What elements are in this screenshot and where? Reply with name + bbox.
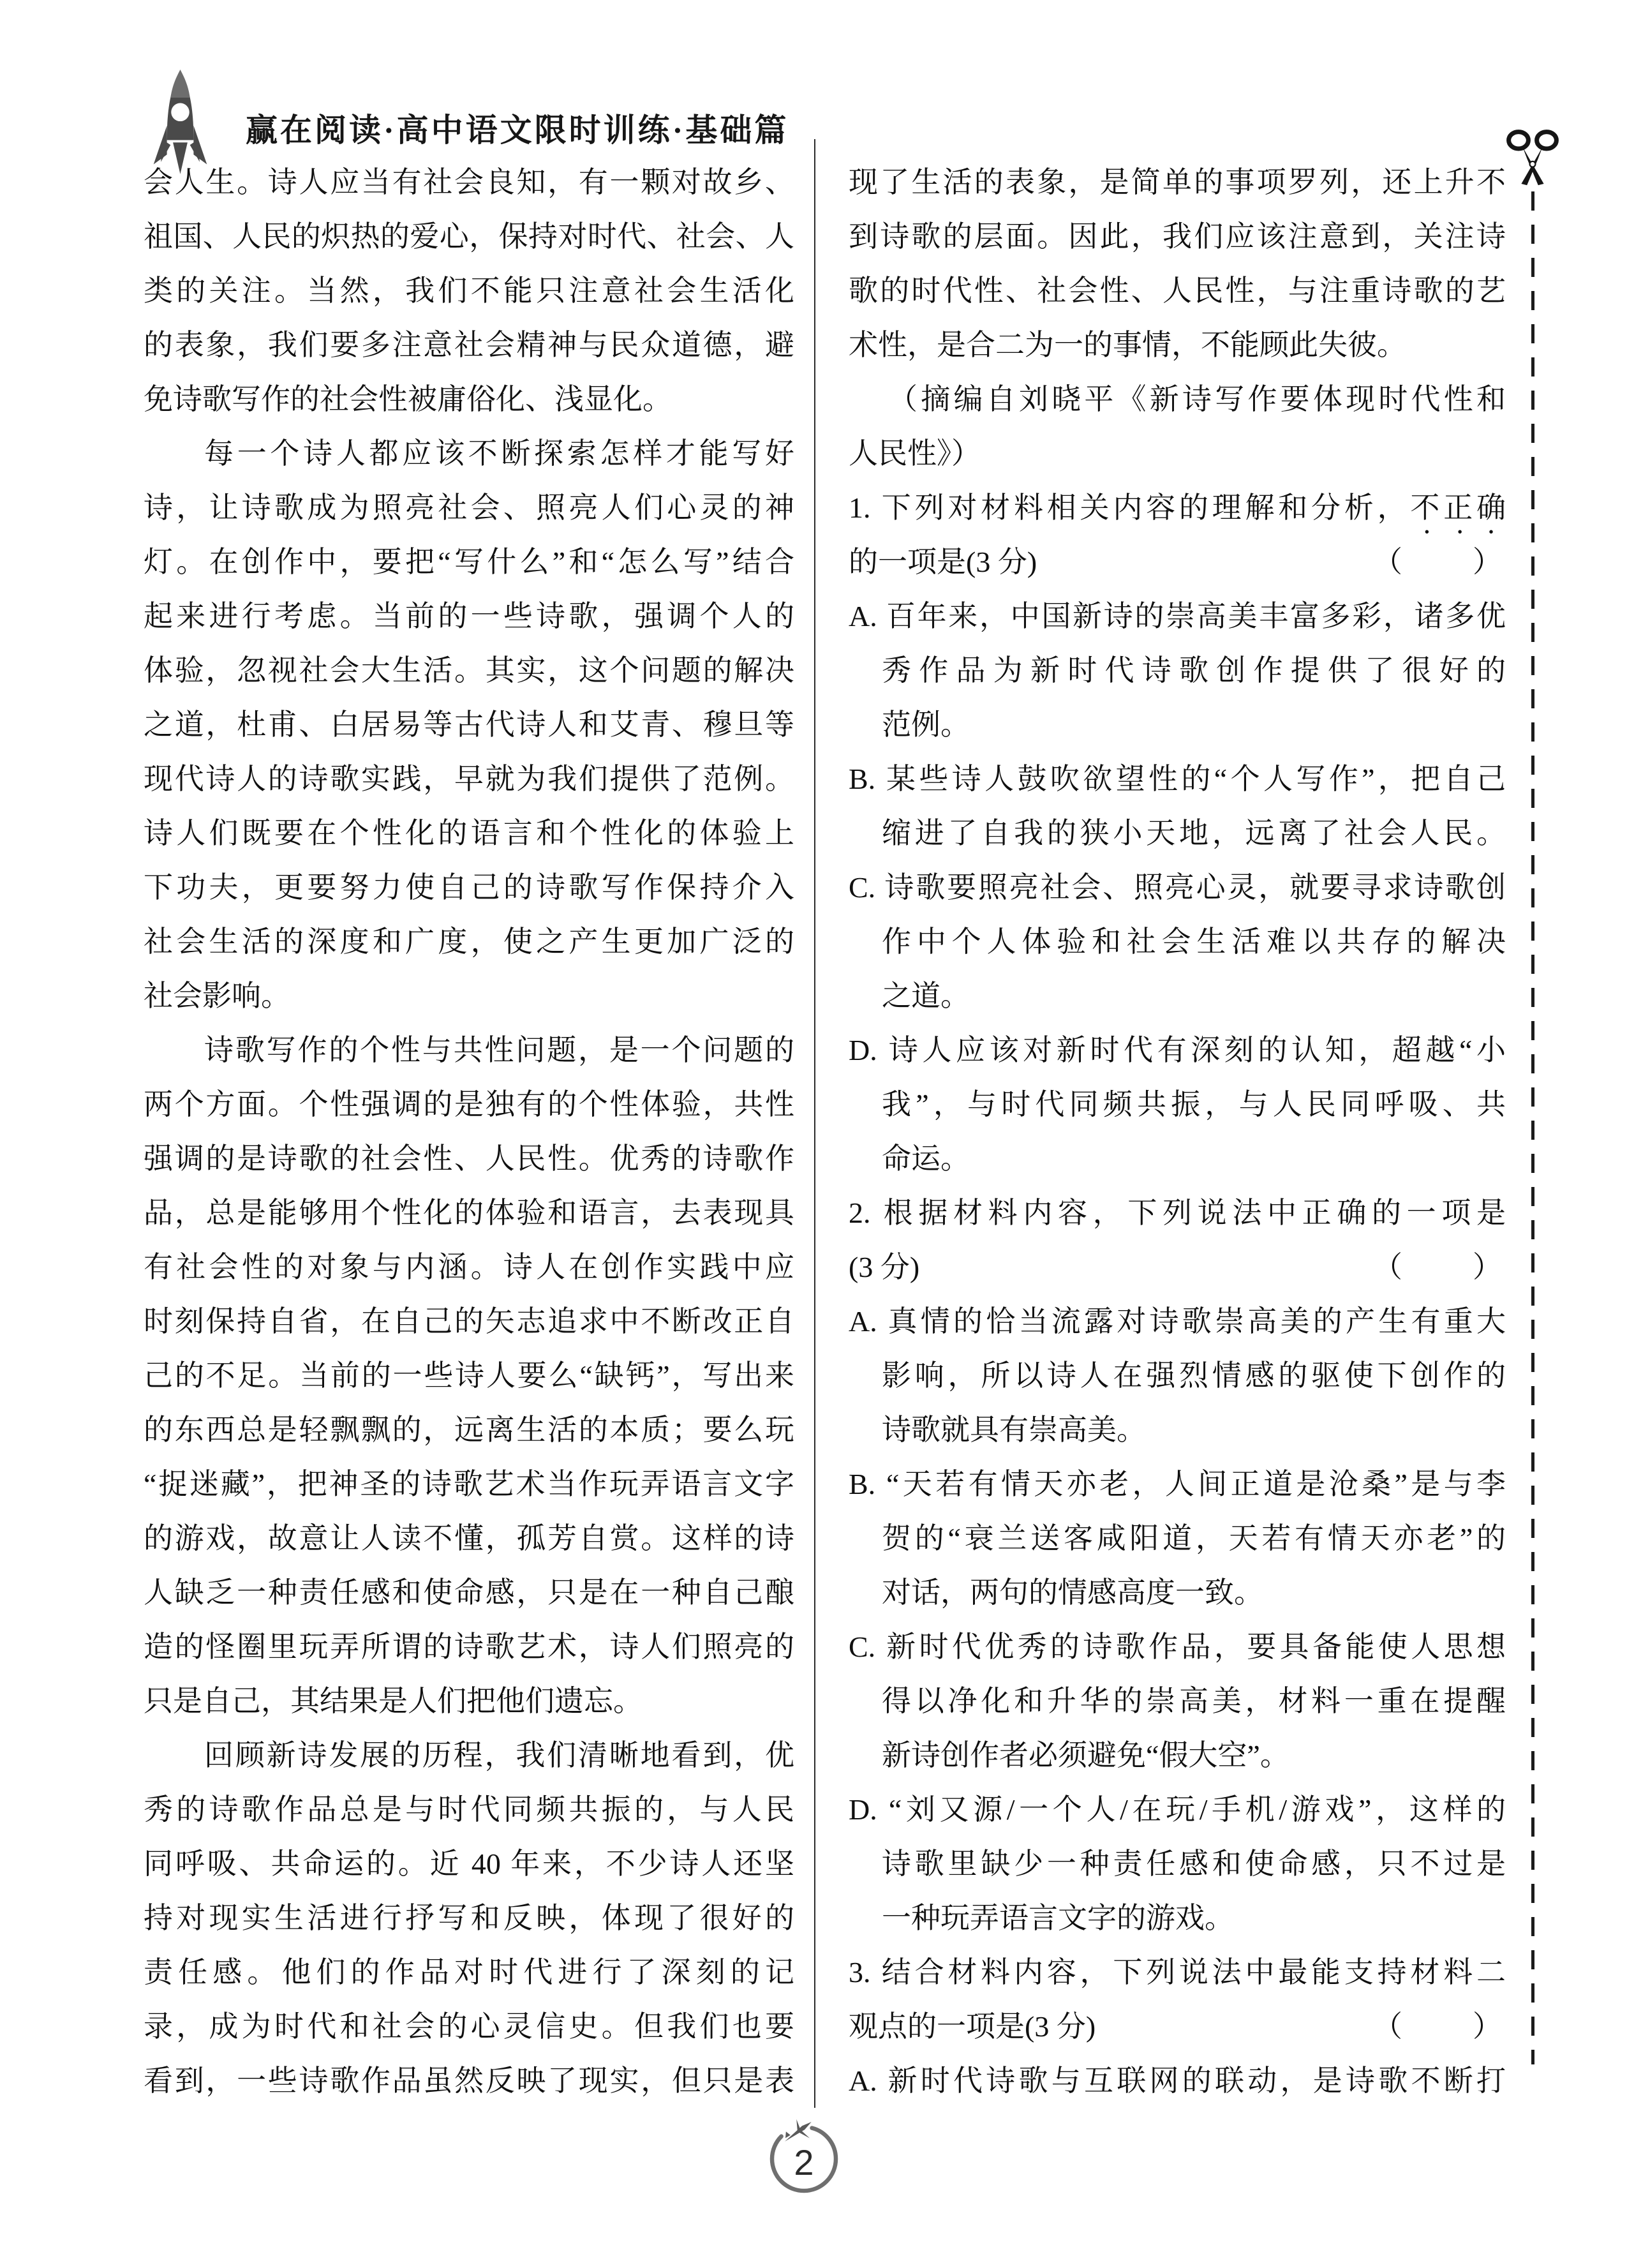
answer-bracket: （ ）: [1373, 2010, 1506, 2043]
text-line: A. 百年来，中国新诗的崇高美丰富多彩，诸多优: [849, 600, 1506, 632]
text-line: 人缺乏一种责任感和使命感，只是在一种自己酿: [144, 1576, 794, 1609]
text-line: 看到，一些诗歌作品虽然反映了现实，但只是表: [144, 2064, 794, 2097]
page-number-badge: [762, 2117, 845, 2200]
text-line: A. 真情的恰当流露对诗歌崇高美的产生有重大: [849, 1305, 1506, 1338]
text-line: C. 诗歌要照亮社会、照亮心灵，就要寻求诗歌创: [849, 871, 1506, 904]
text-line: B. 某些诗人鼓吹欲望性的“个人写作”，把自己: [849, 763, 1506, 795]
text-line: 持对现实生活进行抒写和反映，体现了很好的: [144, 1902, 794, 1934]
text-line: 秀的诗歌作品总是与时代同频共振的，与人民: [144, 1793, 794, 1826]
text-line: 品，总是能够用个性化的体验和语言，去表现具: [144, 1197, 794, 1229]
text-line: 对话，两句的情感高度一致。: [882, 1576, 1263, 1609]
text-line: 贺的“衰兰送客咸阳道，天若有情天亦老”的: [882, 1522, 1506, 1555]
text-line: 社会生活的深度和广度，使之产生更加广泛的: [144, 925, 794, 958]
text-line: 造的怪圈里玩弄所谓的诗歌艺术，诗人们照亮的: [144, 1630, 794, 1663]
text-line: 祖国、人民的炽热的爱心，保持对时代、社会、人: [144, 220, 794, 253]
text-line: 诗，让诗歌成为照亮社会、照亮人们心灵的神: [144, 491, 794, 524]
text-line: 术性，是合二为一的事情，不能顾此失彼。: [849, 329, 1406, 361]
text-line: D. “刘又源/一个人/在玩/手机/游戏”，这样的: [849, 1793, 1506, 1826]
text-line: 的游戏，故意让人读不懂，孤芳自赏。这样的诗: [144, 1522, 794, 1555]
text-line: 人民性》）: [849, 437, 981, 470]
text-line: “捉迷藏”，把神圣的诗歌艺术当作玩弄语言文字: [144, 1468, 794, 1500]
text-line: 责任感。他们的作品对时代进行了深刻的记: [144, 1956, 794, 1988]
text-line: 得以净化和升华的崇高美，材料一重在提醒: [882, 1685, 1506, 1717]
text-line: 诗歌里缺少一种责任感和使命感，只不过是: [882, 1847, 1506, 1880]
emphasized-text: 不正确: [1410, 491, 1506, 524]
text-line: 同呼吸、共命运的。近 40 年来，不少诗人还坚: [144, 1847, 794, 1880]
text-line: 的一项是(3 分) （ ）: [849, 535, 1506, 589]
text-line: 灯。在创作中，要把“写什么”和“怎么写”结合: [144, 546, 794, 578]
text-line: 我”，与时代同频共振，与人民同呼吸、共: [882, 1088, 1506, 1121]
text-line: 只是自己，其结果是人们把他们遗忘。: [144, 1685, 643, 1717]
text-line: 之道。: [882, 980, 970, 1012]
text-line: 社会影响。: [144, 980, 290, 1012]
answer-bracket: （ ）: [1373, 1251, 1506, 1283]
scissors-icon: [1501, 128, 1564, 198]
text-line: 观点的一项是(3 分) （ ）: [849, 1999, 1506, 2054]
text-line: 起来进行考虑。当前的一些诗歌，强调个人的: [144, 600, 794, 632]
text-line: （摘编自刘晓平《新诗写作要体现时代性和: [888, 383, 1506, 415]
text-line: 强调的是诗歌的社会性、人民性。优秀的诗歌作: [144, 1142, 794, 1175]
column-divider: [814, 139, 815, 2108]
text-line: 诗人们既要在个性化的语言和个性化的体验上: [144, 817, 794, 849]
text-line: 现代诗人的诗歌实践，早就为我们提供了范例。: [144, 763, 794, 795]
text-line: 诗歌就具有崇高美。: [882, 1414, 1146, 1446]
text-line: 命运。: [882, 1142, 970, 1175]
text-line: 两个方面。个性强调的是独有的个性体验，共性: [144, 1088, 794, 1121]
text-line: C. 新时代优秀的诗歌作品，要具备能使人思想: [849, 1630, 1506, 1663]
text-line: 诗歌写作的个性与共性问题，是一个问题的: [204, 1034, 794, 1066]
text-line: 缩进了自我的狭小天地，远离了社会人民。: [882, 817, 1506, 849]
text-line: 现了生活的表象，是简单的事项罗列，还上升不: [849, 166, 1506, 198]
answer-bracket: （ ）: [1373, 546, 1506, 578]
text-line: 之道，杜甫、白居易等古代诗人和艾青、穆旦等: [144, 708, 794, 741]
text-line: 到诗歌的层面。因此，我们应该注意到，关注诗: [849, 220, 1506, 253]
text-line: 每一个诗人都应该不断探索怎样才能写好: [204, 437, 794, 470]
header-title: 赢在阅读·高中语文限时训练·基础篇: [246, 112, 789, 148]
text-line: 秀作品为新时代诗歌创作提供了很好的: [882, 654, 1506, 687]
text-line: 的表象，我们要多注意社会精神与民众道德，避: [144, 329, 794, 361]
text-line: 新诗创作者必须避免“假大空”。: [882, 1739, 1289, 1772]
text-line: 录，成为时代和社会的心灵信史。但我们也要: [144, 2010, 794, 2043]
text-line: 类的关注。当然，我们不能只注意社会生活化: [144, 274, 794, 307]
text-line: B. “天若有情天亦老，人间正道是沧桑”是与李: [849, 1468, 1506, 1500]
text-line: 1. 下列对材料相关内容的理解和分析，不正确: [849, 491, 1506, 524]
text-line: 范例。: [882, 708, 970, 741]
text-line: 回顾新诗发展的历程，我们清晰地看到，优: [204, 1739, 794, 1772]
text-line: 作中个人体验和社会生活难以共存的解决: [882, 925, 1506, 958]
text-line: 影响，所以诗人在强烈情感的驱使下创作的: [882, 1359, 1506, 1392]
text-line: 会人生。诗人应当有社会良知，有一颗对故乡、: [144, 166, 794, 198]
text-line: 下功夫，更要努力使自己的诗歌写作保持介入: [144, 871, 794, 904]
text-line: 2. 根据材料内容，下列说法中正确的一项是: [849, 1197, 1506, 1229]
text-line: 歌的时代性、社会性、人民性，与注重诗歌的艺: [849, 274, 1506, 307]
text-line: A. 新时代诗歌与互联网的联动，是诗歌不断打: [849, 2064, 1506, 2097]
cut-line: [1531, 191, 1534, 2064]
text-line: 己的不足。当前的一些诗人要么“缺钙”，写出来: [144, 1359, 794, 1392]
text-line: 免诗歌写作的社会性被庸俗化、浅显化。: [144, 383, 672, 415]
material-text-left-column: [144, 155, 794, 2108]
text-line: 一种玩弄语言文字的游戏。: [882, 1902, 1234, 1934]
text-line: 体验，忽视社会大生活。其实，这个问题的解决: [144, 654, 794, 687]
page-number: 2: [794, 2142, 814, 2182]
text-line: (3 分) （ ）: [849, 1240, 1506, 1294]
text-line: D. 诗人应该对新时代有深刻的认知，超越“小: [849, 1034, 1506, 1066]
text-line: 有社会性的对象与内涵。诗人在创作实践中应: [144, 1251, 794, 1283]
text-line: 时刻保持自省，在自己的矢志追求中不断改正自: [144, 1305, 794, 1338]
material-questions-right-column: [849, 155, 1506, 2108]
text-line: 的东西总是轻飘飘的，远离生活的本质；要么玩: [144, 1414, 794, 1446]
text-line: 3. 结合材料内容，下列说法中最能支持材料二: [849, 1956, 1506, 1988]
